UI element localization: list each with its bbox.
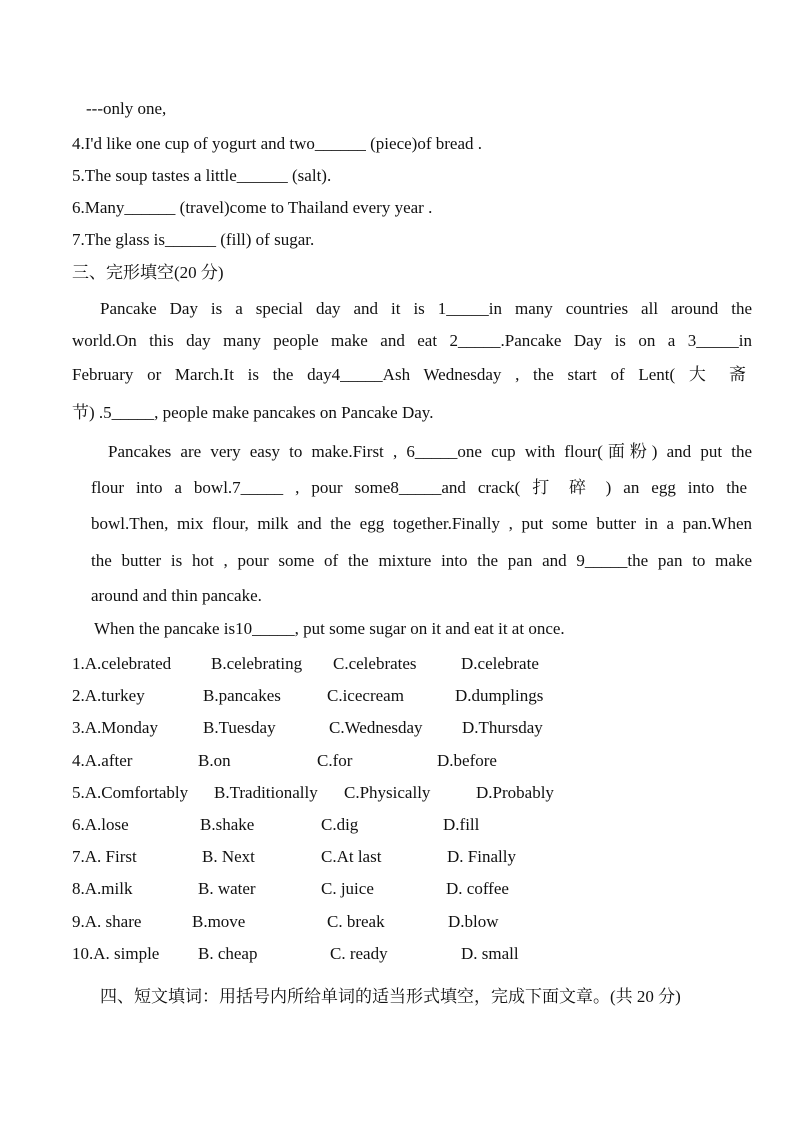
option-row: [72, 718, 712, 738]
option-d: D. Finally: [447, 847, 516, 866]
option-a: 3.A.Monday: [72, 718, 158, 737]
passage-line: February or March.It is the day4_____Ash Wednesday , the start of Lent( 大 斋: [72, 365, 746, 384]
option-c: C.Wednesday: [329, 718, 423, 737]
option-b: B. cheap: [198, 944, 258, 963]
option-b: B.Traditionally: [214, 783, 318, 802]
option-a: 8.A.milk: [72, 879, 133, 898]
option-c: C.celebrates: [333, 654, 417, 673]
option-d: D.dumplings: [455, 686, 544, 705]
option-c: C. ready: [330, 944, 388, 963]
option-a: 5.A.Comfortably: [72, 783, 189, 802]
question-5: 5.The soup tastes a little______ (salt).: [72, 166, 332, 185]
passage-line: When the pancake is10_____, put some sugar on it and eat it at once.: [94, 619, 565, 638]
option-d: D.fill: [443, 815, 480, 834]
option-c: C.Physically: [344, 783, 431, 802]
option-d: D.blow: [448, 912, 499, 931]
passage-line: Pancake Day is a special day and it is 1_____in many countries all around the: [100, 299, 752, 318]
option-b: B. Next: [202, 847, 255, 866]
passage-line: world.On this day many people make and eat 2_____.Pancake Day is on a 3_____in: [72, 331, 752, 350]
passage-line: bowl.Then, mix flour, milk and the egg together.Finally , put some butter in a pan.When: [91, 514, 752, 533]
option-a: 6.A.lose: [72, 815, 129, 834]
option-d: D.celebrate: [461, 654, 539, 673]
option-d: D. coffee: [446, 879, 509, 898]
passage-line: Pancakes are very easy to make.First , 6_____one cup with flour(面粉) and put the: [108, 442, 752, 461]
passage-line: the butter is hot , pour some of the mixture into the pan and 9_____the pan to make: [91, 551, 752, 570]
option-row: [72, 944, 712, 964]
option-c: C.for: [317, 751, 353, 770]
option-b: B.pancakes: [203, 686, 281, 705]
option-row: [72, 847, 712, 867]
option-b: B.celebrating: [211, 654, 303, 673]
section-4-heading: 四、短文填词：用括号内所给单词的适当形式填空，完成下面文章。(共 20 分): [100, 987, 681, 1006]
option-a: 9.A. share: [72, 912, 142, 931]
option-d: D.before: [437, 751, 497, 770]
option-c: C. break: [327, 912, 385, 931]
option-row: [72, 815, 712, 835]
option-c: C.icecream: [327, 686, 404, 705]
question-7: 7.The glass is______ (fill) of sugar.: [72, 230, 315, 249]
option-c: C.At last: [321, 847, 382, 866]
option-row: [72, 879, 712, 899]
option-d: D.Thursday: [462, 718, 543, 737]
option-row: [72, 686, 712, 706]
option-b: B.shake: [200, 815, 255, 834]
passage-line: flour into a bowl.7_____ , pour some8_____and crack( 打 碎 ) an egg into the: [91, 478, 747, 497]
option-row: [72, 751, 712, 771]
option-row: [72, 783, 712, 803]
option-c: C.dig: [321, 815, 359, 834]
option-a: 1.A.celebrated: [72, 654, 172, 673]
option-row: [72, 912, 712, 932]
answer-line-only-one: ---only one,: [86, 99, 167, 118]
option-b: B.Tuesday: [203, 718, 276, 737]
option-c: C. juice: [321, 879, 374, 898]
option-d: D.Probably: [476, 783, 554, 802]
option-b: B. water: [198, 879, 256, 898]
option-d: D. small: [461, 944, 519, 963]
option-a: 4.A.after: [72, 751, 133, 770]
question-6: 6.Many______ (travel)come to Thailand every year .: [72, 198, 433, 217]
option-b: B.move: [192, 912, 246, 931]
passage-line: around and thin pancake.: [91, 586, 262, 605]
option-b: B.on: [198, 751, 231, 770]
passage-line: 节) .5_____, people make pancakes on Pancake Day.: [72, 403, 434, 422]
section-3-heading: 三、完形填空(20 分): [72, 263, 224, 282]
option-row: [72, 654, 712, 674]
option-a: 10.A. simple: [72, 944, 160, 963]
option-a: 2.A.turkey: [72, 686, 145, 705]
question-4: 4.I'd like one cup of yogurt and two______ (piece)of bread .: [72, 134, 482, 153]
option-a: 7.A. First: [72, 847, 137, 866]
